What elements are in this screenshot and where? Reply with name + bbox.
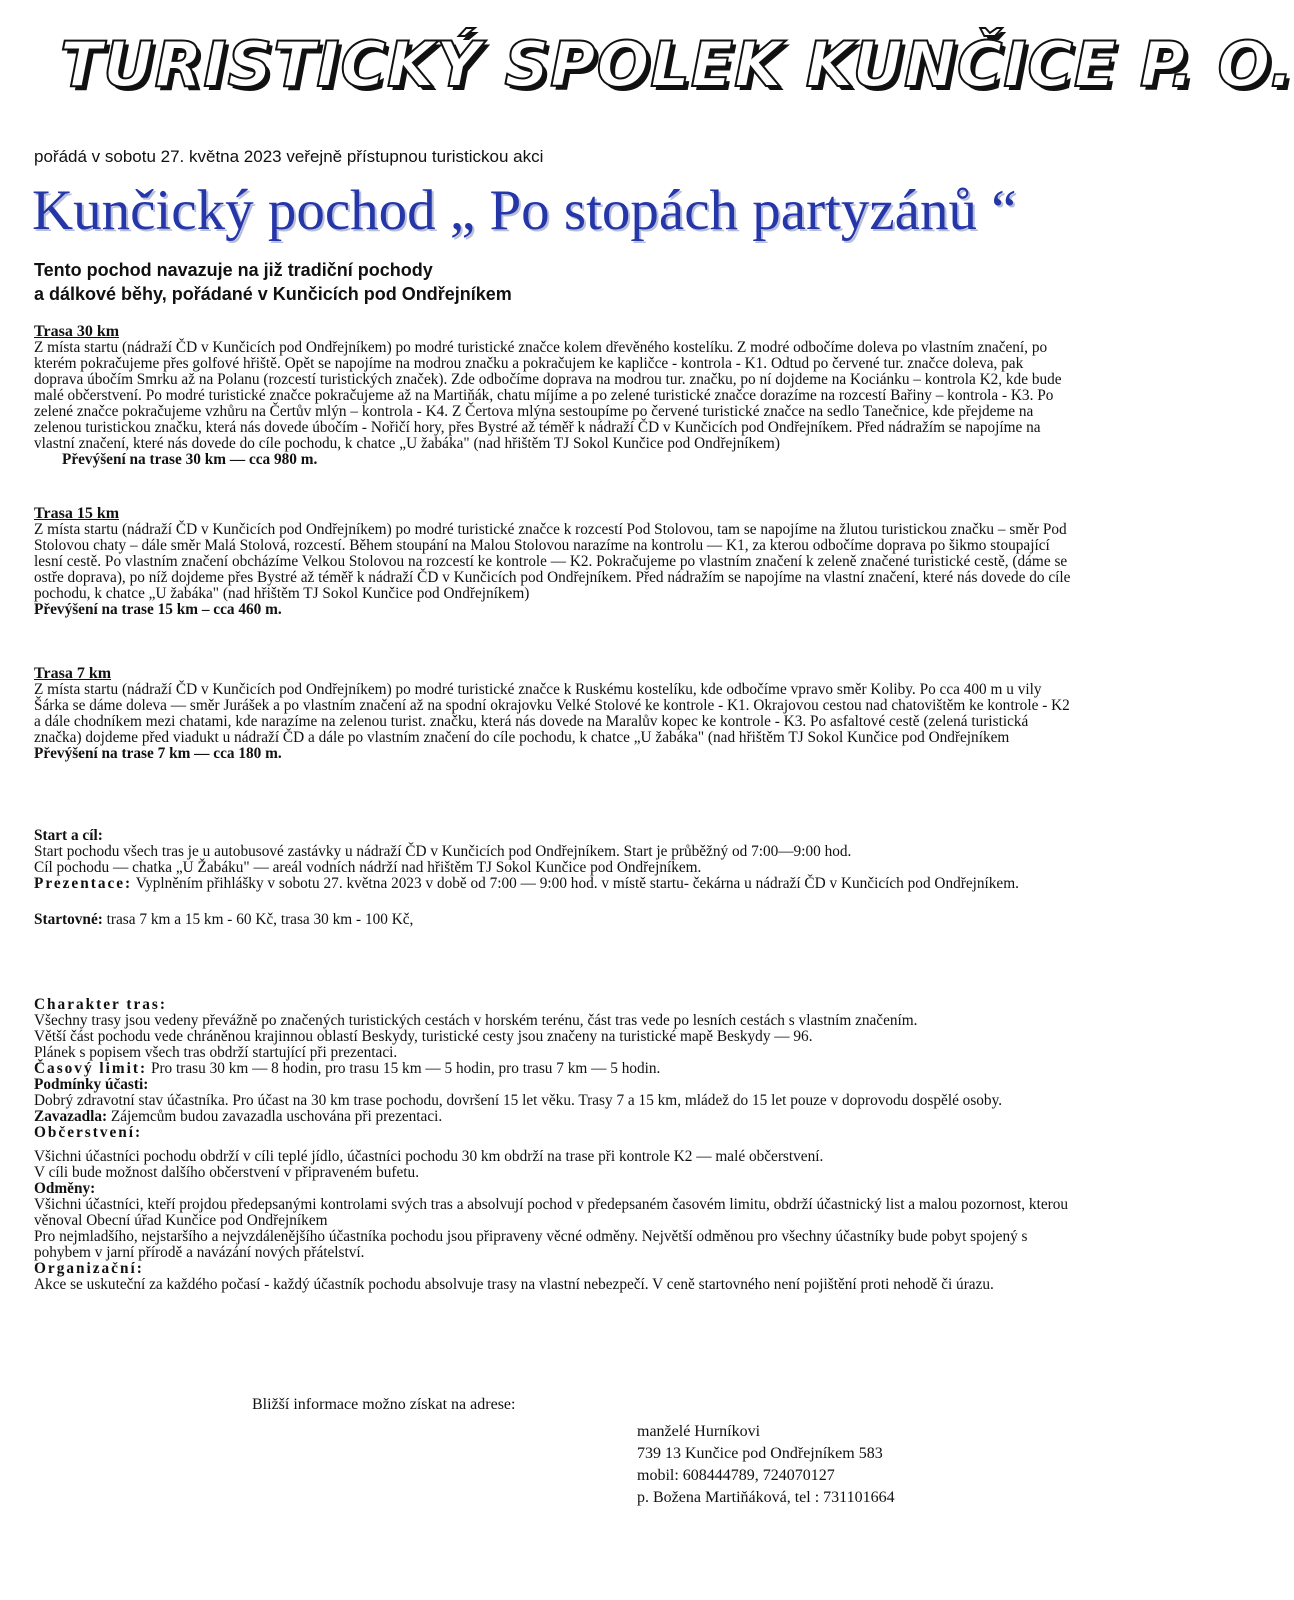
- route-7km-section: [34, 666, 1074, 762]
- time-limit: [34, 1061, 1074, 1077]
- contact-name: manželé Hurníkovi: [637, 1423, 761, 1440]
- intro-line: pořádá v sobotu 27. května 2023 veřejně přístupnou turistickou akci: [34, 147, 544, 166]
- organization-heading: Organizační:: [34, 1260, 144, 1277]
- start-heading: Start a cíl:: [34, 827, 103, 844]
- route-15km-section: [34, 506, 1074, 618]
- conditions-text: Dobrý zdravotní stav účastníka. Pro účast na 30 km trase pochodu, dovršení 15 let věku. Trasy 7 a 15 km, mládež do 15 let pouze v doprovodu dospělé osoby.: [34, 1092, 1003, 1109]
- luggage-label: Zavazadla:: [34, 1108, 108, 1125]
- contact-intro: Bližší informace možno získat na adrese:: [252, 1396, 516, 1413]
- route-heading: Trasa 7 km: [34, 665, 112, 682]
- character-heading: Charakter tras:: [34, 996, 167, 1013]
- subtitle-line-1: Tento pochod navazuje na již tradiční pochody: [34, 260, 433, 280]
- route-30km-section: [34, 324, 1074, 468]
- subtitle: [34, 258, 512, 306]
- time-limit-text: Pro trasu 30 km — 8 hodin, pro trasu 15 km — 5 hodin, pro trasu 7 km — 5 hodin.: [150, 1060, 661, 1077]
- refreshment-text-2: V cíli bude možnost dalšího občerstvení v připraveném bufetu.: [34, 1164, 420, 1181]
- fee: [34, 912, 1074, 928]
- details-section: [34, 997, 1074, 1293]
- route-elevation: Převýšení na trase 15 km – cca 460 m.: [34, 601, 282, 618]
- conditions-heading: Podmínky účasti:: [34, 1076, 149, 1093]
- contact-block: [637, 1421, 895, 1509]
- start-line-1: Start pochodu všech tras je u autobusové zastávky u nádraží ČD v Kunčicích pod Ondřejníkem. Start je průběžný od 7:00—9:00 hod.: [34, 843, 852, 860]
- route-elevation: Převýšení na trase 7 km — cca 180 m.: [34, 745, 282, 762]
- route-description: Z místa startu (nádraží ČD v Kunčicích pod Ondřejníkem) po modré turistické značce k rozcestí Pod Stolovou, tam se napojíme na žlutou turistickou značku – směr Pod Stolovou chaty – dále směr Malá Stolová, rozcestí. Během stoupání na Malou Stolovou narazíme na kontrolu — K1, za kterou odbočíme doprava po šikmo stoupající lesní cestě. Po vlastním značení obcházíme Velkou Stolovou na rozcestí ke kontrole — K2. Pokračujeme po vlastním značení k zeleně značené turistické cestě, (dáme se ostře doprava), po níž dojdeme přes Bystré až téměř k nádraží ČD v Kunčicích pod Ondřejníkem. Před nádražím se napojíme na vlastní značení, které nás dovede do cíle pochodu, k chatce „U žabáka" (nad hřištěm TJ Sokol Kunčice pod Ondřejníkem): [34, 521, 1071, 602]
- fee-text: trasa 7 km a 15 km - 60 Kč, trasa 30 km - 100 Kč,: [106, 911, 414, 928]
- registration: [34, 876, 1074, 892]
- start-line-2: Cíl pochodu — chatka „U Žabáku" — areál vodních nádrží nad hřištěm TJ Sokol Kunčice pod Ondřejníkem.: [34, 859, 702, 876]
- registration-label: Prezentace:: [34, 875, 133, 892]
- rewards-heading: Odměny:: [34, 1180, 96, 1197]
- registration-text: Vyplněním přihlášky v sobotu 27. května 2023 v době od 7:00 — 9:00 hod. v místě startu- čekárna u nádraží ČD v Kunčicích pod Ondřejníkem.: [135, 875, 1019, 892]
- refreshment-heading: Občerstvení:: [34, 1124, 143, 1141]
- organization-text: Akce se uskuteční za každého počasí - každý účastník pochodu absolvuje trasy na vlastní nebezpečí. V ceně startovného není pojištění proti nehodě či úrazu.: [34, 1276, 994, 1293]
- route-heading: Trasa 15 km: [34, 505, 120, 522]
- character-text-2: Větší část pochodu vede chráněnou krajinnou oblastí Beskydy, turistické cesty jsou značeny na turistické mapě Beskydy — 96.: [34, 1028, 813, 1045]
- rewards-text-1: Všichni účastníci, kteří projdou předepsanými kontrolami svých tras a absolvují pochod v předepsaném časovém limitu, obdrží účastnický list a malou pozornost, kterou věnoval Obecní úřad Kunčice pod Ondřejníkem: [34, 1196, 1069, 1229]
- refreshment-text-1: Všichni účastníci pochodu obdrží v cíli teplé jídlo, účastníci pochodu 30 km obdrží na trase při kontrole K2 — malé občerstvení.: [34, 1148, 824, 1165]
- luggage: [34, 1109, 1074, 1125]
- contact-address: 739 13 Kunčice pod Ondřejníkem 583: [637, 1445, 883, 1462]
- route-description: Z místa startu (nádraží ČD v Kunčicích pod Ondřejníkem) po modré turistické značce kolem dřevěného kostelíku. Z modré odbočíme doleva po vlastním značení, po kterém pokračujeme přes golfové hřiště. Opět se napojíme na modrou značku a pokračujem ke kapličce - kontrola - K1. Odtud po červené tur. značce doleva, pak doprava úbočím Smrku až na Polanu (rozcestí turistických značek). Zde odbočíme doprava na modrou tur. značku, po ní dojdeme na Kociánku – kontrola K2, kde bude malé občerstvení. Po modré turistické značce pokračujeme až na Martiňák, chatu míjíme a po zelené turistické značce dorazíme na rozcestí Bařiny – kontrola - K3. Po zelené značce pokračujeme vzhůru na Čertův mlýn – kontrola - K4. Z Čertova mlýna sestoupíme po červené turistické značce na sedlo Tanečnice, kde přejdeme na zelenou turistickou značku, která nás dovede úbočím - Nořičí hory, přes Bystré až téměř k nádraží ČD v Kunčicích pod Ondřejníkem. Před nádražím se napojíme na vlastní značení, které nás dovede do cíle pochodu, k chatce „U žabáka" (nad hřištěm TJ Sokol Kunčice pod Ondřejníkem): [34, 339, 1062, 452]
- route-description: Z místa startu (nádraží ČD v Kunčicích pod Ondřejníkem) po modré turistické značce k Ruskému kostelíku, kde odbočíme vpravo směr Koliby. Po cca 400 m u vily Šárka se dáme doleva — směr Jurášek a po vlastním značení až na spodní okrajovku Velké Stolové ke kontrole - K1. Okrajovou cestou nad chatovištěm ke kontrole - K2 a dále chodníkem mezi chatami, kde narazíme na zelenou turist. značku, která nás dovede na Maralův kopec ke kontrole - K3. Po asfaltové cestě (zelená turistická značka) dojdeme před viadukt u nádraží ČD a dále po vlastním značení do cíle pochodu, k chatce „U žabáka" (nad hřištěm TJ Sokol Kunčice pod Ondřejníkem: [34, 681, 1070, 746]
- fee-label: Startovné:: [34, 911, 103, 928]
- route-elevation: Převýšení na trase 30 km — cca 980 m.: [62, 451, 318, 468]
- route-heading: Trasa 30 km: [34, 323, 120, 340]
- event-title: Kunčický pochod „ Po stopách partyzánů “: [32, 179, 1017, 242]
- luggage-text: Zájemcům budou zavazadla uschována při prezentaci.: [110, 1108, 443, 1125]
- character-text-1: Všechny trasy jsou vedeny převážně po značených turistických cestách v horském terénu, část tras vede po lesních cestách s vlastním značením.: [34, 1012, 918, 1029]
- character-text-3: Plánek s popisem všech tras obdrží startující při prezentaci.: [34, 1044, 398, 1061]
- rewards-text-2: Pro nejmladšího, nejstaršího a nejvzdálenějšího účastníka pochodu jsou připraveny věcné odměny. Největší odměnou pro všechny účastníky bude pobyt spojený s pohybem v jarní přírodě a navázání nových přátelství.: [34, 1228, 1028, 1261]
- contact-phone: p. Božena Martiňáková, tel : 731101664: [637, 1489, 895, 1506]
- subtitle-line-2: a dálkové běhy, pořádané v Kunčicích pod Ondřejníkem: [34, 284, 512, 304]
- start-section: [34, 828, 1074, 928]
- contact-mobile: mobil: 608444789, 724070127: [637, 1467, 835, 1484]
- time-limit-label: Časový limit:: [34, 1060, 148, 1077]
- organization-banner: TURISTICKÝ SPOLEK KUNČICE P. O.: [60, 28, 1294, 101]
